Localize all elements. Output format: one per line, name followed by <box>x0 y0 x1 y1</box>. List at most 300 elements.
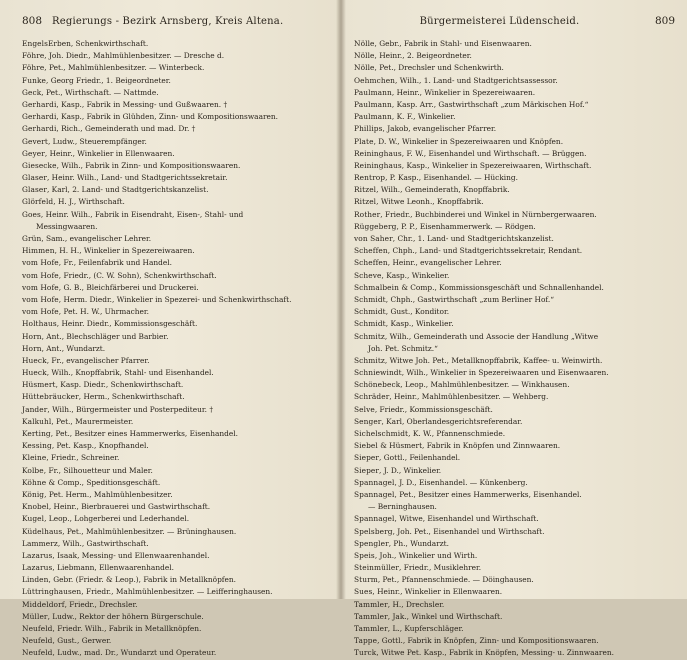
directory-entry <box>22 136 330 148</box>
entry-text: , Wilh., Gastwirthschaft. <box>57 538 149 548</box>
entry-name: Sieper <box>354 465 380 475</box>
entry-name: vom Hofe <box>22 282 59 292</box>
entry-name: Horn <box>22 343 42 353</box>
directory-entry <box>354 123 675 135</box>
entry-text: , Joh., Winkelier und Wirth. <box>374 550 478 560</box>
entry-text: , Jakob, evangelischer Pfarrer. <box>382 124 497 134</box>
entry-text: , Gebr., Fabrik in Stahl- und Eisenwaaren. <box>374 39 532 48</box>
entry-name: Spannagel <box>354 514 395 524</box>
entry-text: , L., Kupferschläger. <box>387 624 464 633</box>
entry-text: , Ludw., Steuerempfänger. <box>47 136 147 146</box>
entry-text: Erben, Schenkwirthschaft. <box>48 39 149 48</box>
directory-entry <box>22 574 330 586</box>
entry-name: Spannagel <box>354 477 395 487</box>
directory-entry <box>22 367 330 379</box>
directory-entry <box>354 270 675 282</box>
directory-entry <box>354 635 675 647</box>
directory-entry <box>22 477 330 489</box>
entry-name: Siebel <box>354 441 378 451</box>
entry-text: , Friedr., (C. W. Sohn), Schenkwirthschaft. <box>58 270 217 280</box>
entry-name: Schmitz <box>354 331 385 341</box>
entry-text: , Pet. Herm., Mahlmühlenbesitzer. <box>44 489 173 499</box>
entry-name: Föhr <box>22 51 40 61</box>
entry-text: , Ph., Wundarzt. <box>388 538 449 548</box>
left-page <box>0 0 340 658</box>
entry-text: , Gottl., Feilenhandel. <box>379 453 461 463</box>
directory-entry <box>354 391 675 403</box>
entry-text: , K. F., Winkelier. <box>391 112 456 122</box>
entry-text: — Berninghausen. <box>368 502 437 512</box>
right-page <box>340 0 687 658</box>
entry-text: , Heinr., 2. Beigeordneter. <box>374 51 472 61</box>
directory-entry <box>354 526 675 538</box>
entry-text: , Friedr., Musiklehrer. <box>399 563 482 573</box>
entry-text: , Kasp., Fabrik in Glühden, Zinn- und Kompositionswaaren. <box>56 112 278 122</box>
entry-name: Speis <box>354 550 375 560</box>
entry-text: , Heinr. Diedr., Kommissionsgeschäft. <box>56 319 198 329</box>
entry-name: Giesecke <box>22 160 57 170</box>
entry-text: Joh. Pet. Schmitz.“ <box>368 343 438 353</box>
entry-name: Selve <box>354 404 375 414</box>
directory-entry <box>22 38 330 50</box>
entry-name: Schmitz <box>354 355 385 365</box>
entry-name: Nölle <box>354 51 375 61</box>
entry-name: Gevert <box>22 136 48 146</box>
entry-text: , Kasp., Winkelier. <box>385 319 454 329</box>
directory-entry <box>354 647 675 659</box>
entry-name: Steinmüller <box>354 563 400 573</box>
entry-text: & Comp., Speditionsgeschäft. <box>46 477 161 487</box>
book-gutter <box>336 0 346 599</box>
entry-name: Senger <box>354 416 382 426</box>
entry-name: Paulmann <box>354 112 392 122</box>
entry-name: Geck <box>22 87 42 97</box>
entry-text: , G. B., Bleichfärberei und Druckerei. <box>58 282 199 292</box>
entry-name: Lüttringhausen <box>22 587 82 597</box>
entry-name: Schmidt <box>354 307 386 317</box>
directory-entry <box>22 123 330 135</box>
entry-text: , J. D., Eisenhandel. — Künkenberg. <box>394 477 528 487</box>
entry-text: , Herm. Diedr., Winkelier in Spezerei- und Schenkwirthschaft. <box>58 294 292 304</box>
entry-name: Funke <box>22 75 46 85</box>
directory-entry <box>22 99 330 111</box>
entry-text: , Fr., Silhouetteur und Maler. <box>43 465 153 475</box>
entry-name: Jander <box>22 404 48 414</box>
entry-text: , H. J., Wirthschaft. <box>53 197 125 207</box>
entry-text: , Gebr. (Friedr. & Leop.), Fabrik in Metallknöpfen. <box>48 575 237 585</box>
directory-entry <box>22 306 330 318</box>
entry-text: , H., Drechsler. <box>387 599 445 609</box>
entry-name: Lazarus <box>22 563 53 573</box>
directory-entry <box>354 452 675 464</box>
entry-name: Reininghaus <box>354 148 402 158</box>
directory-entry <box>22 452 330 464</box>
directory-entry <box>22 172 330 184</box>
directory-entry <box>354 623 675 635</box>
directory-entry <box>22 391 330 403</box>
directory-entry <box>354 538 675 550</box>
entry-text: , Rich., Gemeinderath und mad. Dr. † <box>56 124 196 134</box>
entry-name: Phillips <box>354 124 383 134</box>
entry-name: Tammler <box>354 611 388 621</box>
directory-entry <box>354 184 675 196</box>
directory-entry <box>354 160 675 172</box>
entry-name: Glaser <box>22 173 47 183</box>
entry-text: , P. Kasp., Eisenhandel. — Hücking. <box>385 173 519 183</box>
directory-entry <box>354 404 675 416</box>
left-page-header <box>22 15 330 31</box>
entry-text: , Heinr., Winkelier in Ellenwaaren. <box>372 587 503 597</box>
directory-entry <box>22 50 330 62</box>
entry-name: Kolbe <box>22 465 44 475</box>
entry-name: Ritzel <box>354 185 377 195</box>
right-page-number: 809 <box>654 15 675 27</box>
directory-entry <box>22 184 330 196</box>
entry-name: Spannagel <box>354 489 395 499</box>
entry-name: Küdelhaus <box>22 526 63 536</box>
entry-name: vom Hofe <box>22 294 59 304</box>
entry-name: Ritzel <box>354 197 377 207</box>
entry-text: , Pet. H. W., Uhrmacher. <box>58 307 149 317</box>
directory-entry <box>354 440 675 452</box>
directory-entry <box>22 428 330 440</box>
entry-name: Goes <box>22 209 41 219</box>
entry-text: , Gust., Gerwer. <box>52 636 112 646</box>
entry-text: , Wilh., Fabrik in Zinn- und Kompositionswaaren. <box>56 160 241 170</box>
entry-text: , Friedr., Kommissionsgeschäft. <box>374 404 493 414</box>
directory-entry <box>22 318 330 330</box>
entry-name: vom Hofe <box>22 258 59 268</box>
directory-entry <box>22 538 330 550</box>
directory-entry <box>354 172 675 184</box>
entry-name: Glaser <box>22 185 47 195</box>
directory-entry <box>22 440 330 452</box>
directory-entry <box>354 379 675 391</box>
entry-text: , D. W., Winkelier in Spezereiwaaren und Knöpfen. <box>373 136 564 146</box>
entry-text: e, Pet., Mahlmühlenbesitzer. — Winterbeck. <box>39 63 205 73</box>
directory-entry <box>22 196 330 208</box>
left-page-running-title: Regierungs - Bezirk Arnsberg, Kreis Altena. <box>52 16 284 27</box>
entry-name: Knobel <box>22 502 49 512</box>
entry-name: Paulmann <box>354 99 392 109</box>
directory-entry <box>354 282 675 294</box>
directory-entry <box>22 209 330 221</box>
directory-entry <box>354 209 675 221</box>
entry-text: Messingwaaren. <box>36 221 98 231</box>
directory-entry <box>22 379 330 391</box>
directory-entry <box>354 355 675 367</box>
directory-entry <box>22 599 330 611</box>
directory-entry <box>22 526 330 538</box>
entry-name: Kugel <box>22 514 45 524</box>
entry-name: Schmidt <box>354 319 386 329</box>
entry-text: & Comp., Kommissionsgeschäft und Schnallenhandel. <box>398 282 604 292</box>
entry-text: , Friedr., Buchbinderei und Winkel in Nürnbergerwaaren. <box>380 209 597 219</box>
directory-entry <box>22 355 330 367</box>
entry-text: , Heinr., Bierbrauerei und Gastwirthschaft. <box>48 502 211 512</box>
entry-name: Neufeld <box>22 636 53 646</box>
entry-name: Kessing <box>22 441 52 451</box>
entry-name: Schmidt <box>354 294 386 304</box>
entry-text: , Wilh., Gemeinderath und Associe der Handlung „Witwe <box>384 331 599 341</box>
directory-entry <box>354 148 675 160</box>
directory-entry <box>354 62 675 74</box>
directory-entry <box>22 111 330 123</box>
directory-entry <box>22 62 330 74</box>
entry-name: Rentrop <box>354 173 386 183</box>
entry-name: Gerhardi <box>22 99 57 109</box>
entry-name: König <box>22 489 45 499</box>
entry-name: Schniewindt <box>354 368 402 378</box>
directory-entry <box>354 75 675 87</box>
entry-text: , Gottl., Fabrik in Knöpfen, Zinn- und Kompositionswaaren. <box>377 636 599 646</box>
directory-entry <box>354 489 675 501</box>
entry-text: , Heinr., Winkelier in Spezereiwaaren. <box>391 87 536 97</box>
entry-name: von Saher <box>354 234 393 243</box>
entry-text: , Witwe, Eisenhandel und Wirthschaft. <box>394 514 539 524</box>
entry-text: , Kasp., Winkelier in Spezereiwaaren, Wirthschaft. <box>401 160 592 170</box>
entry-name: Turck <box>354 648 377 658</box>
entry-text: , Fr., evangelischer Pfarrer. <box>46 355 150 365</box>
entry-name: Himmen <box>22 246 55 256</box>
entry-text: , Fr., Feilenfabrik und Handel. <box>58 258 172 268</box>
entry-text: , Chph., Gastwirthschaft „zum Berliner Hof.“ <box>385 294 554 304</box>
entry-text: , Gust., Konditor. <box>385 307 450 317</box>
entry-text: , Chr., 1. Land- und Stadtgerichtskanzelist. <box>392 234 554 243</box>
entry-name: Sichelschmidt <box>354 429 409 438</box>
directory-entry <box>354 586 675 598</box>
entry-text: , Pet., Pfannenschmiede. — Döinghausen. <box>377 575 534 585</box>
entry-text: , Friedr., Mahlmühlenbesitzer. — Leifferinghausen. <box>81 587 273 597</box>
directory-entry <box>354 306 675 318</box>
entry-text: , Pet., Drechsler und Schenkwirth. <box>374 63 504 73</box>
entry-name: Schräder <box>354 392 390 402</box>
entry-name: Hüttebräucker <box>22 392 79 402</box>
directory-entry <box>22 160 330 172</box>
directory-entry <box>354 574 675 586</box>
entry-text: , J. D., Winkelier. <box>379 465 442 475</box>
left-page-number: 808 <box>22 15 43 27</box>
entry-name: Neufeld <box>22 624 53 633</box>
directory-entry-continuation <box>22 221 330 233</box>
right-directory-list <box>354 38 675 660</box>
entry-text: , H. H., Winkelier in Spezereiwaaren. <box>54 246 195 256</box>
entry-name: vom Hofe <box>22 307 59 317</box>
entry-text: , F. W., Eisenhandel und Wirthschaft. — Brüggen. <box>401 148 587 158</box>
entry-text: , Pet., Besitzer eines Hammerwerks, Eisenhandel. <box>50 429 238 438</box>
entry-text: , Pet., Maurermeister. <box>51 416 134 426</box>
directory-entry <box>354 233 675 245</box>
directory-entry <box>354 611 675 623</box>
directory-entry <box>354 111 675 123</box>
entry-name: Grün <box>22 234 42 243</box>
entry-name: Neufeld <box>22 648 53 658</box>
directory-entry <box>354 428 675 440</box>
directory-entry <box>22 233 330 245</box>
entry-name: Müller <box>22 611 48 621</box>
entry-name: Spelsberg <box>354 526 393 536</box>
directory-entry <box>22 75 330 87</box>
entry-text: , Heinr., evangelischer Lehrer. <box>387 258 502 268</box>
directory-entry <box>22 611 330 623</box>
entry-text: , Ludw., Rektor der höhern Bürgerschule. <box>47 611 204 621</box>
entry-name: Sturm <box>354 575 378 585</box>
entry-text: , Liebmann, Ellenwaarenhandel. <box>52 563 174 573</box>
directory-entry <box>354 562 675 574</box>
entry-name: Reininghaus <box>354 160 402 170</box>
entry-name: Geyer <box>22 148 45 158</box>
entry-name: Scheve <box>354 270 382 280</box>
entry-name: Scheffen <box>354 246 388 256</box>
entry-text: , Heinr., Mahlmühlenbesitzer. — Wehberg. <box>389 392 549 402</box>
entry-name: vom Hofe <box>22 270 59 280</box>
entry-name: Engels <box>22 39 49 48</box>
entry-text: , Friedr., Schreiner. <box>46 453 120 463</box>
entry-name: Föhr <box>22 63 40 73</box>
entry-name: Hueck <box>22 355 47 365</box>
directory-entry <box>22 635 330 647</box>
directory-entry <box>354 367 675 379</box>
entry-text: , Isaak, Messing- und Ellenwaarenhandel. <box>52 550 210 560</box>
directory-entry <box>22 465 330 477</box>
directory-entry <box>22 562 330 574</box>
entry-name: Gerhardi <box>22 112 57 122</box>
directory-entry <box>22 647 330 659</box>
entry-name: Gerhardi <box>22 124 57 134</box>
directory-entry <box>22 331 330 343</box>
entry-name: Lazarus <box>22 550 53 560</box>
entry-text: , Leop., Lohgerberei und Lederhandel. <box>44 514 190 524</box>
directory-entry <box>354 50 675 62</box>
entry-text: , K. W., Pfannenschmiede. <box>408 429 506 438</box>
entry-text: e, Joh. Diedr., Mahlmühlenbesitzer. — Dresche d. <box>39 51 225 61</box>
entry-text: , Wilh., Gemeinderath, Knopffabrik. <box>376 185 510 195</box>
entry-text: , Ludw., mad. Dr., Wundarzt und Operateur. <box>52 648 217 658</box>
entry-text: , Chph., Land- und Stadtgerichtssekretair, Rendant. <box>387 246 583 256</box>
directory-entry <box>354 87 675 99</box>
entry-name: Schönebeck <box>354 380 401 390</box>
entry-name: Hueck <box>22 368 47 378</box>
directory-entry <box>22 489 330 501</box>
directory-entry <box>354 513 675 525</box>
entry-name: Glörfeld <box>22 197 54 207</box>
entry-name: Middeldorf <box>22 599 65 609</box>
entry-text: , Sam., evangelischer Lehrer. <box>41 234 152 243</box>
directory-entry <box>22 586 330 598</box>
directory-entry-continuation <box>354 501 675 513</box>
directory-entry <box>354 416 675 428</box>
directory-entry <box>22 257 330 269</box>
directory-entry <box>22 148 330 160</box>
entry-name: Lammerz <box>22 538 58 548</box>
directory-entry <box>354 136 675 148</box>
entry-name: Holthaus <box>22 319 57 329</box>
entry-name: Oehmchen <box>354 75 396 85</box>
directory-entry <box>22 416 330 428</box>
entry-text: , Friedr., Drechsler. <box>64 599 138 609</box>
entry-text: , Witwe Leonh., Knopffabrik. <box>376 197 484 207</box>
entry-text: , Heinr. Wilh., Land- und Stadtgerichtssekretair. <box>46 173 228 183</box>
entry-text: , Pet., Mahlmühlenbesitzer. — Brüninghausen. <box>62 526 237 536</box>
directory-entry <box>22 501 330 513</box>
entry-name: Scheffen <box>354 258 388 268</box>
directory-entry <box>22 513 330 525</box>
entry-text: , Kasp. Arr., Gastwirthschaft „zum Märkischen Hof.“ <box>391 99 589 109</box>
entry-text: , Pet., Wirthschaft. — Nattmde. <box>41 87 159 97</box>
directory-entry <box>22 404 330 416</box>
entry-text: , Heinr., Winkelier in Ellenwaaren. <box>44 148 175 158</box>
directory-entry <box>22 270 330 282</box>
entry-name: Rüggeberg <box>354 221 397 231</box>
directory-entry <box>354 318 675 330</box>
directory-entry <box>354 294 675 306</box>
entry-text: , Ant., Wundarzt. <box>41 343 106 353</box>
entry-text: , P. P., Eisenhammerwerk. — Rödgen. <box>396 221 536 231</box>
directory-entry <box>354 257 675 269</box>
entry-text: , Leop., Mahlmühlenbesitzer. — Winkhausen. <box>400 380 570 390</box>
entry-text: , Kasp., Fabrik in Messing- und Gußwaaren. † <box>56 99 228 109</box>
directory-entry <box>22 550 330 562</box>
entry-name: Tammler <box>354 624 388 633</box>
entry-name: Tammler <box>354 599 388 609</box>
directory-entry <box>354 477 675 489</box>
entry-text: , Georg Friedr., 1. Beigeordneter. <box>46 75 171 85</box>
directory-entry <box>22 343 330 355</box>
directory-entry <box>354 465 675 477</box>
entry-text: , Herm., Schenkwirthschaft. <box>78 392 185 402</box>
directory-entry <box>354 550 675 562</box>
right-page-header <box>354 15 675 31</box>
directory-entry <box>354 99 675 111</box>
entry-text: , Pet. Kasp., Knopfhandel. <box>51 441 149 451</box>
entry-text: , Karl, 2. Land- und Stadtgerichtskanzelist. <box>46 185 209 195</box>
entry-name: Kerting <box>22 429 51 438</box>
entry-name: Plate <box>354 136 374 146</box>
directory-entry <box>354 196 675 208</box>
entry-name: Kalkuhl <box>22 416 52 426</box>
entry-text: , Witwe Pet. Kasp., Fabrik in Knöpfen, Messing- u. Zinnwaaren. <box>376 648 614 658</box>
entry-text: , Friedr. Wilh., Fabrik in Metallknöpfen. <box>52 624 202 633</box>
entry-name: Paulmann <box>354 87 392 97</box>
entry-name: Nölle <box>354 63 375 73</box>
directory-entry <box>354 221 675 233</box>
entry-name: Hüsmert <box>22 380 56 390</box>
right-page-running-title: Bürgermeisterei Lüdenscheid. <box>419 16 580 27</box>
directory-entry <box>354 331 675 343</box>
entry-text: , Jak., Winkel und Wirthschaft. <box>387 611 503 621</box>
entry-name: Kleine <box>22 453 47 463</box>
directory-entry <box>22 87 330 99</box>
entry-name: Sieper <box>354 453 380 463</box>
entry-name: Tappe <box>354 636 378 646</box>
entry-text: , Kasp., Winkelier. <box>381 270 450 280</box>
entry-text: , Wilh., 1. Land- und Stadtgerichtsassessor. <box>395 75 558 85</box>
entry-text: , Wilh., Bürgermeister und Posterpediteur. † <box>47 404 214 414</box>
entry-text: , Heinr. Wilh., Fabrik in Eisendraht, Eisen-, Stahl- und <box>40 209 244 219</box>
directory-entry <box>354 245 675 257</box>
entry-text: , Joh. Pet., Eisenhandel und Wirthschaft. <box>392 526 545 536</box>
directory-entry-continuation <box>354 343 675 355</box>
entry-name: Schmalbein <box>354 282 399 292</box>
entry-name: Horn <box>22 331 42 341</box>
directory-entry <box>354 38 675 50</box>
entry-text: , Wilh., Winkelier in Spezereiwaaren und Eisenwaaren. <box>401 368 609 378</box>
entry-text: , Pet., Besitzer eines Hammerwerks, Eisenhandel. <box>394 489 582 499</box>
directory-entry <box>22 623 330 635</box>
entry-text: , Karl, Oberlandesgerichtsreferendar. <box>381 416 523 426</box>
entry-text: & Hüsmert, Fabrik in Knöpfen und Zinnwaaren. <box>377 441 561 451</box>
directory-entry <box>22 282 330 294</box>
